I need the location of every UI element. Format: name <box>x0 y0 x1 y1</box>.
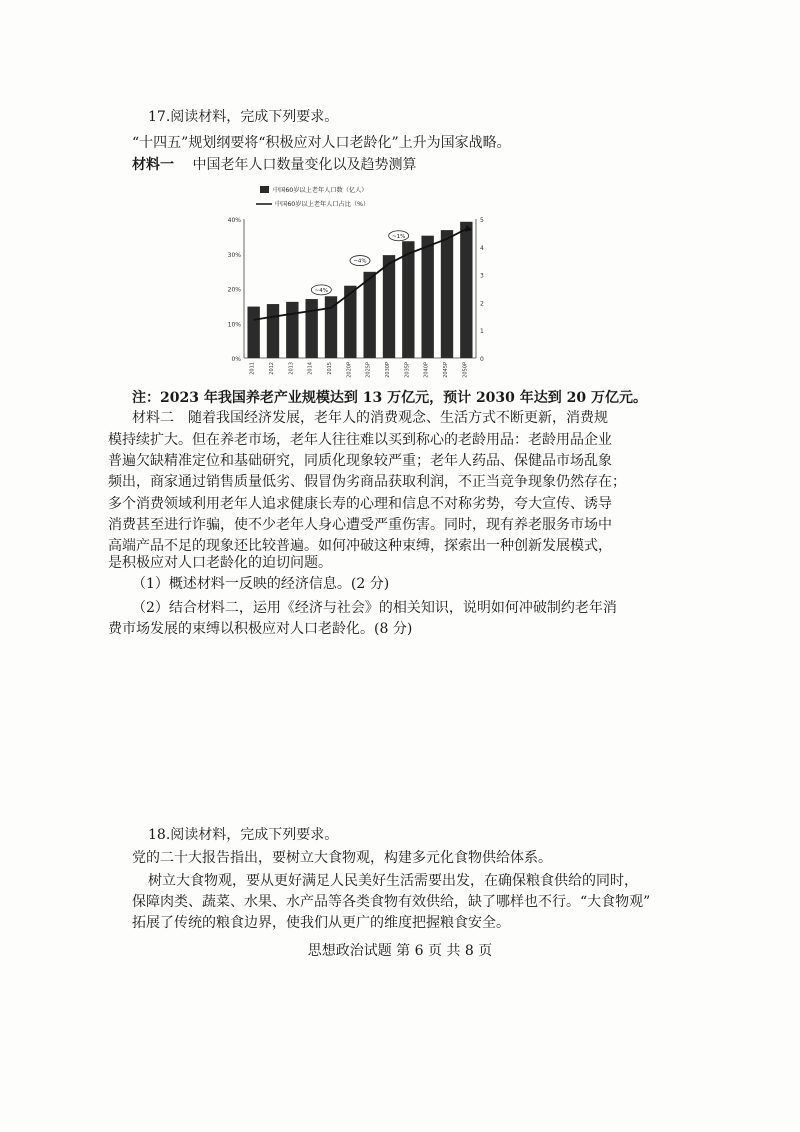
x-tick-label: 2040P <box>423 362 430 378</box>
right-tick-label: 1 <box>480 328 484 336</box>
bar <box>363 272 375 358</box>
q18-line-1: 树立大食物观，要从更好满足人民美好生活需要出发，在确保粮食供给的同时， <box>148 873 638 889</box>
right-tick-label: 0 <box>480 356 484 363</box>
material2-line-2: 模持续扩大。但在养老市场，老年人往往难以买到称心的老龄用品：老龄用品企业 <box>108 432 612 448</box>
bar <box>286 302 298 358</box>
sub-question-2-line-2: 费市场发展的束缚以积极应对人口老龄化。(8 分) <box>108 621 413 637</box>
right-tick-label: 3 <box>480 272 484 280</box>
material2-line-3: 普遍欠缺精准定位和基础研究，同质化现象较严重；老年人药品、保健品市场乱象 <box>108 453 612 469</box>
x-tick-label: 2015 <box>327 362 333 375</box>
population-chart <box>214 183 498 383</box>
sub-question-1: （1）概述材料一反映的经济信息。(2 分) <box>132 576 390 592</box>
material2-line-5: 多个消费领域利用老年人追求健康长寿的心理和信息不对称劣势，夸大宣传、诱导 <box>108 496 612 512</box>
x-tick-label: 2035P <box>404 362 411 378</box>
chart-svg <box>214 183 498 383</box>
material2-line-1: 材料二 随着我国经济发展，老年人的消费观念、生活方式不断更新，消费规 <box>132 410 608 426</box>
left-tick-label: 10% <box>227 321 241 329</box>
material1-heading <box>132 156 416 174</box>
legend-bar-swatch <box>260 186 269 193</box>
x-tick-label: 2050P <box>462 362 469 378</box>
material2-line-4: 频出，商家通过销售质量低劣、假冒伪劣商品获取利润，不正当竞争现象仍然存在； <box>108 474 626 490</box>
material1-title: 中国老年人口数量变化以及趋势测算 <box>192 157 417 173</box>
bar <box>441 230 453 358</box>
x-tick-label: 2020P <box>346 362 353 378</box>
note: 注：2023 年我国养老产业规模达到 13 万亿元，预计 2030 年达到 20 万亿元。 <box>132 390 648 406</box>
material2-line-8: 是积极应对人口老龄化的迫切问题。 <box>108 555 332 571</box>
left-tick-label: 0% <box>231 356 241 363</box>
q17-intro: “十四五”规划纲要将“积极应对人口老龄化”上升为国家战略。 <box>132 135 511 151</box>
bar <box>247 307 259 358</box>
left-tick-label: 20% <box>227 286 241 294</box>
left-tick-label: 30% <box>227 251 241 259</box>
legend-line-label: 中国60岁以上老年人口占比（%） <box>275 201 370 208</box>
material2-line-6: 消费甚至进行诈骗，使不少老年人身心遭受严重伤害。同时，现有养老服务市场中 <box>108 517 612 533</box>
ratio-line <box>254 229 467 320</box>
q18-title: 18.阅读材料，完成下列要求。 <box>148 827 339 843</box>
right-tick-label: 4 <box>480 244 484 252</box>
right-tick-label: 2 <box>480 300 484 308</box>
q18-intro: 党的二十大报告指出，要树立大食物观，构建多元化食物供给体系。 <box>132 850 552 866</box>
q18-line-3: 拓展了传统的粮食边界，使我们从更广的维度把握粮食安全。 <box>132 915 510 931</box>
bar <box>402 241 414 358</box>
bar <box>460 222 472 358</box>
x-tick-label: 2030P <box>385 362 391 378</box>
sub-question-2-line-1: （2）结合材料二，运用《经济与社会》的相关知识，说明如何冲破制约老年消 <box>132 600 617 616</box>
material1-label: 材料一 <box>132 157 174 173</box>
bar <box>305 299 317 358</box>
bar <box>267 304 279 358</box>
left-tick-label: 40% <box>227 217 241 224</box>
page-footer: 思想政治试题 第 6 页 共 8 页 <box>307 943 493 959</box>
x-tick-label: 2013 <box>288 362 295 375</box>
q17-title: 17.阅读材料，完成下列要求。 <box>148 109 339 125</box>
legend-bar-label: 中国60岁以上老年人口数（亿人） <box>273 187 368 194</box>
x-tick-label: 2025P <box>365 362 372 378</box>
x-tick-label: 2012 <box>269 362 275 375</box>
x-tick-label: 2014 <box>307 362 314 375</box>
annotation-text: ~1% <box>391 233 406 240</box>
x-tick-label: 2011 <box>249 362 256 375</box>
right-tick-label: 5 <box>480 217 484 224</box>
annotation-text: ~4% <box>353 258 367 265</box>
q18-line-2: 保障肉类、蔬菜、水果、水产品等各类食物有效供给，缺了哪样也不行。“大食物观” <box>132 894 651 910</box>
x-tick-label: 2045P <box>443 362 449 378</box>
annotation-text: ~4% <box>314 287 329 294</box>
material2-line-7: 高端产品不足的现象还比较普遍。如何冲破这种束缚，探索出一种创新发展模式， <box>108 538 612 554</box>
bar <box>421 236 433 358</box>
bar <box>383 255 395 358</box>
